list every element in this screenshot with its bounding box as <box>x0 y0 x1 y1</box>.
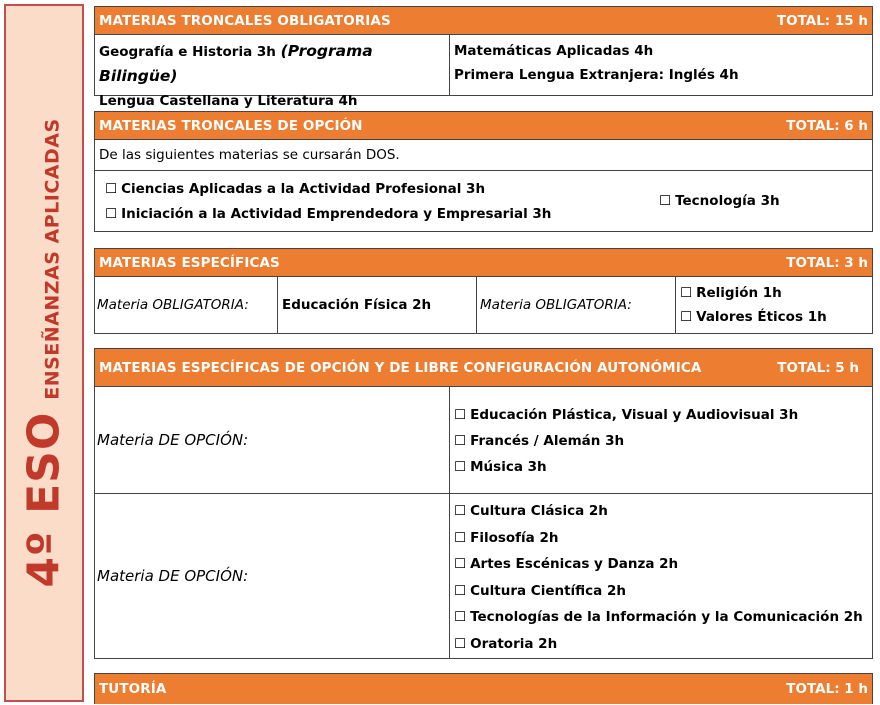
section-total: TOTAL: 15 h <box>776 12 868 29</box>
label-obligatoria-2: Materia OBLIGATORIA: <box>477 277 676 333</box>
section-title: MATERIAS TRONCALES DE OPCIÓN <box>99 117 363 134</box>
section-especificas <box>94 248 873 334</box>
option-educacion-plastica[interactable]: ☐ Educación Plástica, Visual y Audiovisual 3h <box>454 402 868 428</box>
section-header <box>95 349 872 387</box>
section-tutoria <box>94 673 873 704</box>
especificas-row <box>95 277 872 333</box>
option-ciencias-aplicadas[interactable]: ☐ Ciencias Aplicadas a la Actividad Profesional 3h <box>105 177 635 202</box>
section-especificas-opcion <box>94 348 873 659</box>
opcion-group-1 <box>95 387 872 494</box>
section-header <box>95 249 872 277</box>
options-religion-valores <box>676 277 872 333</box>
sidebar <box>4 4 84 702</box>
section-troncales-opcion <box>94 111 873 232</box>
option-religion[interactable]: ☐ Religión 1h <box>680 281 868 305</box>
section-total: TOTAL: 1 h <box>786 681 868 697</box>
section-header <box>95 674 872 704</box>
section-title: MATERIAS ESPECÍFICAS <box>99 254 280 271</box>
track-label: ENSEÑANZAS APLICADAS <box>41 118 64 400</box>
option-oratoria[interactable]: ☐ Oratoria 2h <box>454 631 868 658</box>
course-label: 4º ESO <box>18 411 70 588</box>
subject-matematicas: Matemáticas Aplicadas 4h <box>454 43 654 59</box>
section-troncales-obligatorias <box>94 6 873 109</box>
option-filosofia[interactable]: ☐ Filosofía 2h <box>454 525 868 552</box>
options-row <box>95 171 872 231</box>
option-frances-aleman[interactable]: ☐ Francés / Alemán 3h <box>454 428 868 454</box>
subjects-right-cell <box>450 35 872 95</box>
options-right <box>645 171 872 231</box>
subject-lengua: Lengua Castellana y Literatura 4h <box>99 93 358 109</box>
opcion-group-1-options <box>450 387 872 493</box>
subject-geografia: Geografía e Historia 3h <box>99 44 276 60</box>
subject-ingles: Primera Lengua Extranjera: Inglés 4h <box>454 67 739 83</box>
options-left <box>95 171 645 231</box>
section-title: TUTORÍA <box>99 681 167 697</box>
opcion-group-2-label: Materia DE OPCIÓN: <box>95 494 450 658</box>
option-tic[interactable]: ☐ Tecnologías de la Información y la Comunicación 2h <box>454 604 868 631</box>
label-obligatoria-1: Materia OBLIGATORIA: <box>95 277 278 333</box>
section-header <box>95 112 872 140</box>
subjects-left-cell <box>95 35 450 109</box>
subjects-row <box>95 35 872 109</box>
option-valores-eticos[interactable]: ☐ Valores Éticos 1h <box>680 305 868 329</box>
opcion-group-1-label: Materia DE OPCIÓN: <box>95 387 450 493</box>
section-total: TOTAL: 5 h <box>777 359 859 376</box>
option-musica[interactable]: ☐ Música 3h <box>454 454 868 480</box>
instruction-text: De las siguientes materias se cursarán DOS. <box>95 140 872 171</box>
opcion-group-2 <box>95 494 872 658</box>
option-tecnologia[interactable]: ☐ Tecnología 3h <box>659 193 780 209</box>
subject-geografia-note: (Programa Bilingüe) <box>99 42 373 85</box>
section-title: MATERIAS ESPECÍFICAS DE OPCIÓN Y DE LIBRE CONFIGURACIÓN AUTONÓMICA <box>99 359 702 376</box>
option-cultura-clasica[interactable]: ☐ Cultura Clásica 2h <box>454 498 868 525</box>
option-artes-escenicas[interactable]: ☐ Artes Escénicas y Danza 2h <box>454 551 868 578</box>
section-title: MATERIAS TRONCALES OBLIGATORIAS <box>99 12 391 29</box>
section-total: TOTAL: 6 h <box>786 117 868 134</box>
opcion-group-2-options <box>450 494 872 658</box>
option-iniciacion-emprendedora[interactable]: ☐ Iniciación a la Actividad Emprendedora y Empresarial 3h <box>105 202 635 227</box>
sidebar-title <box>19 118 70 587</box>
option-cultura-cientifica[interactable]: ☐ Cultura Científica 2h <box>454 578 868 605</box>
section-total: TOTAL: 3 h <box>786 254 868 271</box>
section-header <box>95 7 872 35</box>
subject-educacion-fisica: Educación Física 2h <box>278 277 477 333</box>
